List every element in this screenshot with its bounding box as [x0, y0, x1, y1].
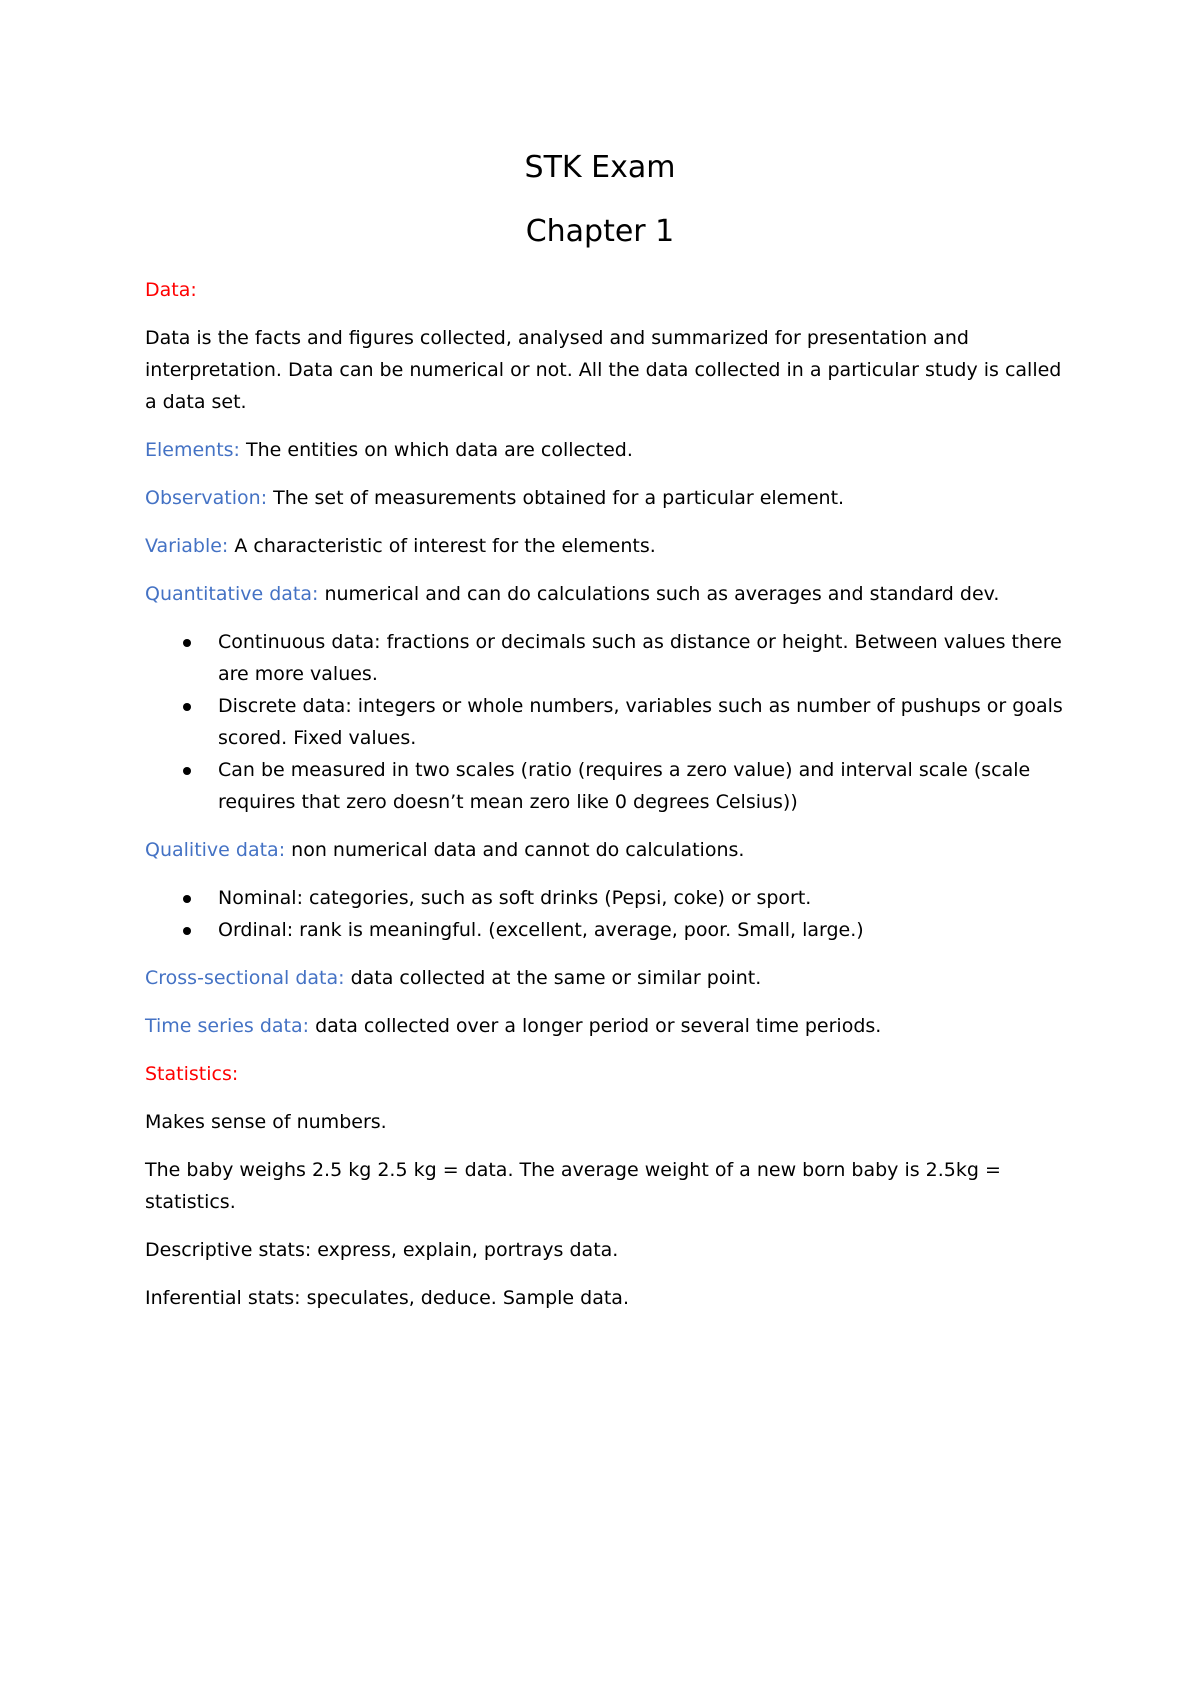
statistics-heading: Statistics: [145, 1063, 239, 1085]
list-item [145, 754, 1065, 818]
quantitative-bullet-list [145, 626, 1065, 818]
observation-term: Observation: [145, 487, 268, 509]
variable-definition [145, 530, 1065, 562]
observation-text: The set of measurements obtained for a particular element. [267, 487, 845, 509]
qualitive-term: Qualitive data: [145, 839, 286, 861]
list-item [145, 626, 1065, 690]
statistics-line: The baby weighs 2.5 kg 2.5 kg = data. The average weight of a new born baby is 2.5kg = statistics. [145, 1159, 1001, 1213]
qualitive-definition [145, 834, 1065, 866]
bullet-icon [183, 703, 191, 711]
time-series-term: Time series data: [145, 1015, 310, 1037]
document-title: STK Exam [524, 150, 676, 185]
bullet-icon [183, 767, 191, 775]
statistics-line: Makes sense of numbers. [145, 1111, 387, 1133]
data-paragraph: Data is the facts and figures collected, analysed and summarized for presentation and interpretation. Data can be numerical or not. All the data collected in a particular study is called a data set. [145, 327, 1062, 413]
observation-definition [145, 482, 1065, 514]
list-item-text: Ordinal: rank is meaningful. (excellent, average, poor. Small, large.) [218, 919, 864, 941]
statistics-line: Descriptive stats: express, explain, portrays data. [145, 1239, 619, 1261]
quantitative-text: numerical and can do calculations such as averages and standard dev. [318, 583, 1000, 605]
chapter-heading: Chapter 1 [525, 214, 675, 249]
bullet-icon [183, 927, 191, 935]
quantitative-term: Quantitative data: [145, 583, 319, 605]
qualitive-text: non numerical data and cannot do calculations. [285, 839, 745, 861]
list-item-text: Can be measured in two scales (ratio (requires a zero value) and interval scale (scale requires that zero doesn’t mean zero like 0 degrees Celsius)) [218, 759, 1031, 813]
time-series-text: data collected over a longer period or several time periods. [309, 1015, 882, 1037]
cross-sectional-term: Cross-sectional data: [145, 967, 345, 989]
list-item-text: Discrete data: integers or whole numbers, variables such as number of pushups or goals scored. Fixed values. [218, 695, 1063, 749]
list-item [145, 690, 1065, 754]
statistics-line: Inferential stats: speculates, deduce. Sample data. [145, 1287, 629, 1309]
cross-sectional-definition [145, 962, 1065, 994]
elements-term: Elements: [145, 439, 240, 461]
time-series-definition [145, 1010, 1065, 1042]
document-body [145, 274, 1065, 1330]
list-item-text: Nominal: categories, such as soft drinks (Pepsi, coke) or sport. [218, 887, 812, 909]
list-item [145, 914, 1065, 946]
elements-text: The entities on which data are collected. [239, 439, 633, 461]
quantitative-definition [145, 578, 1065, 610]
qualitive-bullet-list [145, 882, 1065, 946]
cross-sectional-text: data collected at the same or similar point. [344, 967, 762, 989]
bullet-icon [183, 895, 191, 903]
list-item-text: Continuous data: fractions or decimals such as distance or height. Between values there are more values. [218, 631, 1062, 685]
elements-definition [145, 434, 1065, 466]
data-heading: Data: [145, 279, 197, 301]
variable-text: A characteristic of interest for the elements. [228, 535, 656, 557]
bullet-icon [183, 639, 191, 647]
variable-term: Variable: [145, 535, 229, 557]
list-item [145, 882, 1065, 914]
